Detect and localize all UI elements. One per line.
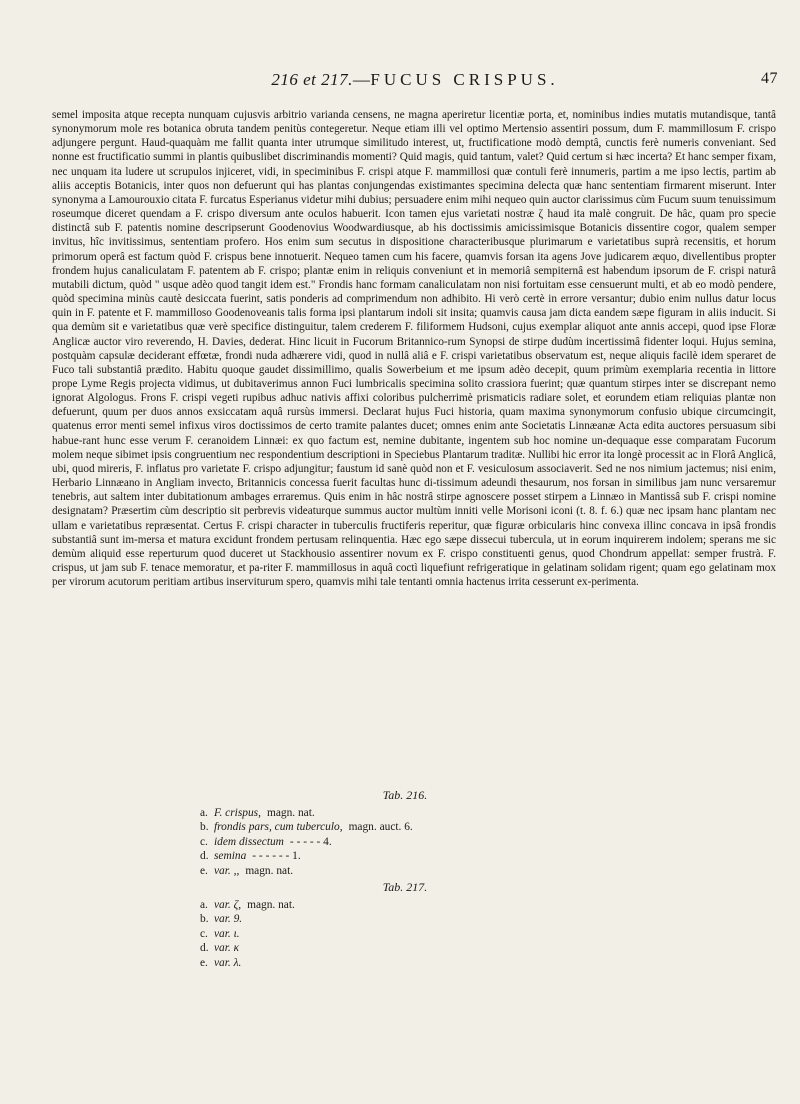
main-text: [52, 108, 776, 589]
plate-item: a. F. crispus, magn. nat.: [200, 807, 315, 819]
plate-item: b. frondis pars, cum tuberculo, magn. auct. 6.: [200, 821, 413, 834]
plate-item: d. semina - - - - - - 1.: [200, 850, 301, 863]
species-title: FUCUS CRISPUS.: [370, 70, 559, 89]
body-paragraph: semel imposita atque recepta nunquam cujusvis arbitrio varianda censens, ne magna aperiretur licentiæ porta, et, nominibus indies mutatis mutandisque, tantâ synonymorum mole res botanica obruta tandem penitùs contegeretur. Neque etiam illi vel optimo Mertensio assentiri possum, dum F. mammillosum F. crispo adjungere pergunt. Haud-quaquàm me fallit quanta inter utrumque similitudo interest, ut, fructificatione modò demptâ, cunctis ferè numeris conveniant. Sed nonne est fructificatio summi in plantis quibuslibet discriminandis momenti? Quid magis, quid tantum, valet? Quid certum si hæc incerta? Et hanc semper fixam, nec unquam ita ludere ut scrupulos injiceret, vidi, in speciminibus F. crispi atque F. mammillosi quæ contuli ferè innumeris, partim a me ipso lectis, partim ab aliis acceptis Botanicis, inter quos non defuerunt qui has plantas conjungendas existimantes specimina delecta quæ hanc sententiam firmarent miserunt. Inter synonyma a Lamourouxio citata F. furcatus Esperianus videtur mihi dubius; persuadere enim mihi nequeo quin auctor clarissimus cùm Fucum suum tenuissimum roseumque diceret quendam a F. crispo diversum ante oculos habuerit. Icon tamen ejus varietati nostræ ζ haud ita malè congruit. De hâc, quam pro specie distinctâ sub F. patentis nomine descripserunt Goodenovius Woodwardiusque, ab his doctissimis amicissimisque Botanicis dissentire cogor, qualem semper invitus, hîc invitissimus, sententiam profero. Hos enim sum secutus in dispositione characteribusque plurimarum e varietatibus suprà recensitis, et horum primorum operâ est factum quòd F. crispus bene innotuerit. Nequeo tamen cum his facere, quamvis forsan ita agens Jove judicarem æquo, divellentibus propter frondem hujus canaliculatam F. patentem ab F. crispo; plantæ enim in reliquis conveniunt et in memoriâ sempiternâ est habendum ipsorum de F. crispi naturâ mutabili dictum, quòd " usque adèo quod tangit idem est." Frondis hanc formam canaliculatam non nisi fortuitam esse censuerunt multi, et ab eo modò pendere, quòd specimina minùs cautè desiccata fuerint, satis ponderis ad comprimendum non adhibito. Hi verò certè in errore versantur; dubio enim nullus datur locus quin in F. patente et F. mammilloso Goodenoveanis talis forma ipsi plantarum indoli sit insita; quamvis causa jam dicta eandem sæpe figuram in aliis inducit. Si qua demùm sit e varietatibus quæ verè specifice distinguitur, talem crederem F. filiformem Hudsoni, cujus exemplar aliquot ante annis accepi, quod ipse Floræ Anglicæ auctor viro reverendo, H. Davies, dederat. Hinc licuit in Fucorum Britannico-rum Synopsi de stirpe dudùm incertissimâ fidenter loqui. Hujus semina, postquàm capsulæ deciderant effœtæ, frondi nuda adhærere vidi, quod in nullâ aliâ e F. crispi varietatibus observatum est, neque aliquis facilè idem speraret de Fuco tali substantiâ prædito. Habitu quoque gaudet dissimillimo, qualis Sowerbeium et me ipsum adèo decepit, quum primùm exemplaria recentia in littore prope Lyme Regis projecta vidimus, ut dubitaverimus annon Fuci lumbricalis specimina solito crassiora fuerint; quæ quantum stirpes inter se discrepant nemo ignorat Algologus. Frons F. crispi vegeti rupibus adhuc nativis affixi coloribus pulcherrimè prismaticis radiare solet, et eorundem etiam reliquias plantæ non defuerunt, quum per duos annos exsiccatam aquâ rursùs immersi. Declarat hujus Fuci historia, quam maxima synonymorum confusio ubique circumcingit, quatenus error menti semel infixus viros doctissimos de certo tramite palantes ducet; omnes enim ante Societatis Linnæanæ Acta edita auctores persuasum sibi habue-rant hunc esse verum F. ceranoidem Linnæi: ex quo factum est, nemine dubitante, ingentem sub hoc nomine un-dequaque esse comparatam Fucorum molem neque sibimet ipsis congruentium nec respondentium descriptioni in Speciebus Plantarum traditæ. Nullibi hic error ita longè processit ac in Florâ Anglicâ, ubi, quod mireris, F. inflatus pro varietate F. crispo adjungitur; faustum id sanè quòd non et F. vesiculosum associaverit. Sed ne nos nimium jactemus; nisi enim, Herbario Linnæano in Angliam invecto, Britannicis concessa fuerit facultas hunc di-tissimum adeundi thesaurum, nos forsan in similibus jam nunc versaremur tenebris, aut saltem inter dubitationum ambages erraremus. Quis enim in hâc nostrâ stirpe agnoscere posset stirpem a Linnæo in Mantissâ sub F. crispi nomine designatam? Præsertim cùm descriptio sit perbrevis videaturque summus auctor multùm inniti velle Morisoni iconi (t. 8. f. 6.) quæ nec ipsam hanc plantam nec ullam e varietatibus repræsentat. Certus F. crispi character in tuberculis fructiferis reperitur, quæ figuræ orbicularis hinc convexa illinc concava in ipsâ frondis substantiâ sunt im-mersa et matura excidunt frondem pertusam relinquentia. Hæc ego sæpe dissecui tubercula, ut in eorum inquirerem indolem; sperans me sic demùm aliquid esse reperturum quod duceret ut Stackhousio assentirer novum ex F. crispo constituenti genus, quod Chondrum appellat: semper frustrà. F. crispus, ut jam sub F. tenace memoratur, et pa-riter F. mammillosus in aquâ coctì liquefiunt refrigeratique in gelatinam solidam rigent; quam ego gelatinam mox per virorum acutorum peritiam artibus inserviturum spero, quamvis mihi tale tentanti omnia hactenus irrita cesserunt ex-perimenta.: [52, 109, 776, 589]
plate-item: d. var. κ: [200, 942, 240, 955]
plate-explanations: [200, 788, 520, 970]
plate-item: e. var. λ.: [200, 956, 242, 969]
title-dash: —: [352, 70, 371, 89]
plate-item: b. var. 9.: [200, 913, 243, 926]
page-header: [52, 70, 778, 94]
plate-item: a. var. ζ, magn. nat.: [200, 899, 295, 912]
tab-217-heading: Tab. 217.: [382, 880, 428, 895]
plate-item: c. idem dissectum - - - - - 4.: [200, 835, 332, 848]
plate-item: e. var. ,, magn. nat.: [200, 864, 294, 877]
plate-item: c. var. ι.: [200, 927, 240, 940]
tab-216-heading: Tab. 216.: [382, 788, 428, 802]
plate-numbers: 216 et 217.: [271, 70, 353, 89]
page-number: 47: [761, 70, 778, 87]
running-title: [52, 70, 778, 90]
